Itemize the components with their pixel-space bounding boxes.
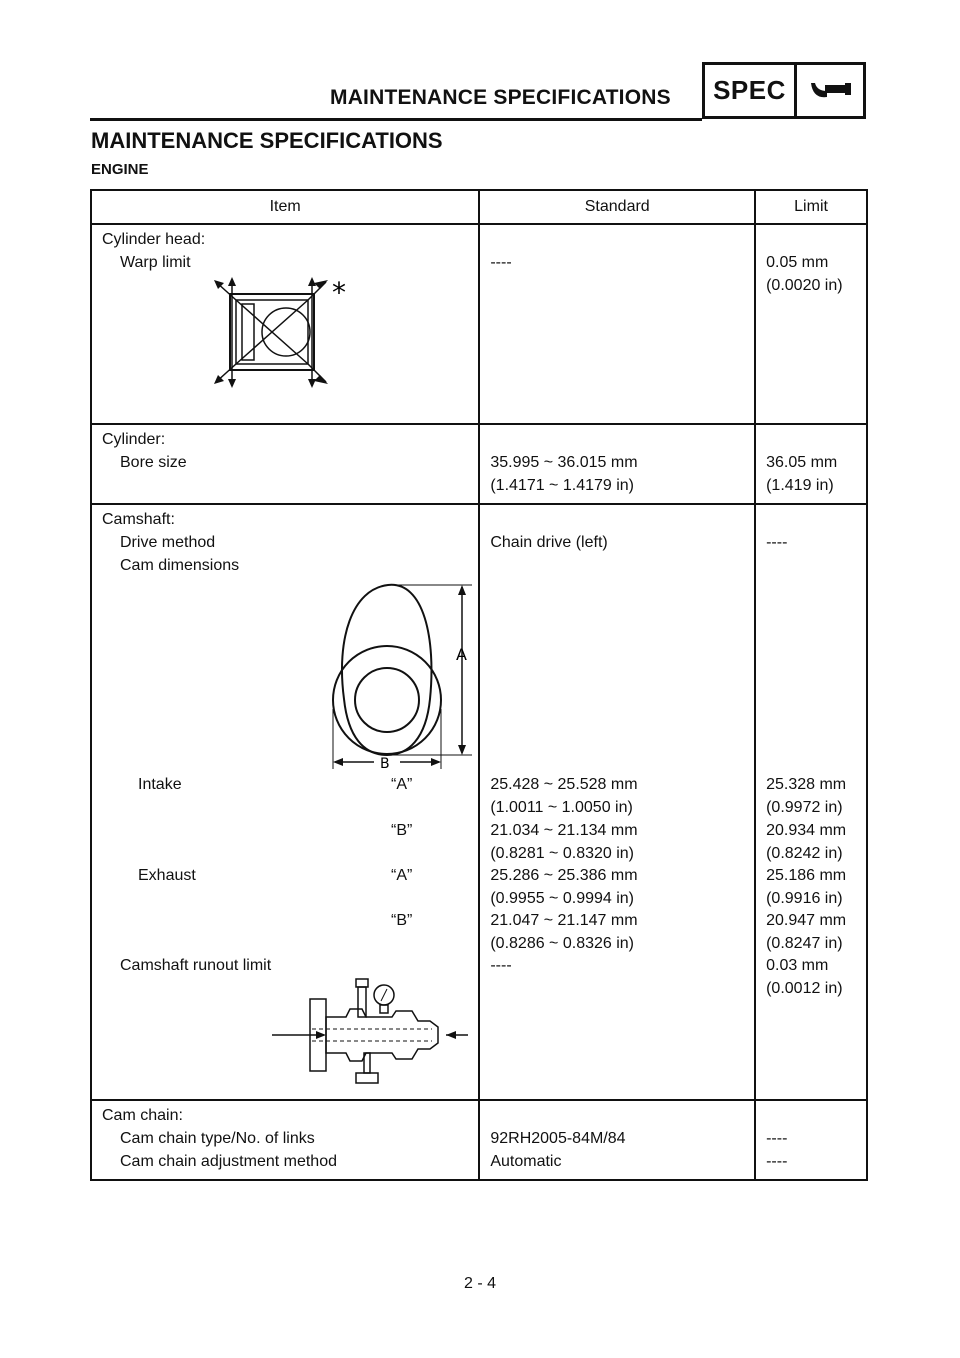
item-cell bbox=[91, 424, 479, 504]
standard-value-inch: (0.8281 ~ 0.8320 in) bbox=[490, 845, 635, 862]
limit-value: 0.03 mm bbox=[766, 957, 829, 974]
column-header-limit: Limit bbox=[755, 190, 867, 224]
limit-value-inch: (0.0012 in) bbox=[766, 980, 843, 997]
group-label: Camshaft: bbox=[102, 511, 175, 528]
limit-value-inch: (0.9972 in) bbox=[766, 799, 843, 816]
column-header-item: Item bbox=[91, 190, 479, 224]
item-label: Intake bbox=[138, 776, 182, 793]
figure-mark: * bbox=[332, 276, 346, 309]
standard-value: ---- bbox=[490, 957, 512, 974]
running-title: MAINTENANCE SPECIFICATIONS bbox=[330, 86, 671, 109]
item-label: Drive method bbox=[120, 534, 216, 551]
limit-value: 25.186 mm bbox=[766, 867, 847, 884]
wrench-icon bbox=[797, 65, 863, 116]
cam-dimensions-figure bbox=[102, 577, 468, 773]
section-title: ENGINE bbox=[91, 161, 149, 178]
item-cell bbox=[91, 224, 479, 424]
sub-item-row bbox=[102, 864, 468, 909]
dimension-ref: “B” bbox=[391, 912, 413, 929]
standard-value: 21.034 ~ 21.134 mm bbox=[490, 822, 638, 839]
standard-value: 35.995 ~ 36.015 mm bbox=[490, 454, 638, 471]
item-label: Cam dimensions bbox=[120, 557, 240, 574]
limit-value-inch: (0.0020 in) bbox=[766, 277, 843, 294]
limit-cell bbox=[755, 1100, 867, 1180]
limit-value: 0.05 mm bbox=[766, 254, 829, 271]
standard-cell bbox=[479, 1100, 755, 1180]
header-rule bbox=[90, 118, 702, 121]
limit-cell bbox=[755, 504, 867, 1100]
table-row-cylinder bbox=[91, 424, 867, 504]
page-title: MAINTENANCE SPECIFICATIONS bbox=[91, 128, 443, 153]
dimension-ref: “B” bbox=[391, 822, 413, 839]
limit-value-inch: (1.419 in) bbox=[766, 477, 834, 494]
limit-value: 25.328 mm bbox=[766, 776, 847, 793]
limit-value-inch: (0.9916 in) bbox=[766, 890, 843, 907]
spec-table bbox=[90, 189, 868, 1181]
sub-item-row bbox=[102, 819, 468, 864]
item-label: Cam chain adjustment method bbox=[120, 1153, 337, 1170]
limit-value-inch: (0.8242 in) bbox=[766, 845, 843, 862]
dimension-ref: “A” bbox=[391, 776, 413, 793]
column-header-standard: Standard bbox=[479, 190, 755, 224]
standard-value: ---- bbox=[490, 254, 512, 271]
item-label: Warp limit bbox=[120, 254, 191, 271]
standard-value-inch: (1.0011 ~ 1.0050 in) bbox=[490, 799, 633, 816]
limit-value: 20.934 mm bbox=[766, 822, 847, 839]
standard-value: Automatic bbox=[490, 1153, 562, 1170]
runout-figure bbox=[102, 977, 468, 1093]
dimension-label-a: A bbox=[456, 645, 467, 664]
table-row-camshaft bbox=[91, 504, 867, 1100]
limit-value-inch: (0.8247 in) bbox=[766, 935, 843, 952]
limit-cell bbox=[755, 224, 867, 424]
table-row-cylinder-head bbox=[91, 224, 867, 424]
limit-value: ---- bbox=[766, 1130, 788, 1147]
spec-badge-label: SPEC bbox=[705, 65, 797, 116]
item-label: Camshaft runout limit bbox=[120, 957, 272, 974]
standard-value: Chain drive (left) bbox=[490, 534, 608, 551]
item-cell bbox=[91, 504, 479, 1100]
group-label: Cylinder: bbox=[102, 431, 166, 448]
group-label: Cylinder head: bbox=[102, 231, 206, 248]
page-number: 2 - 4 bbox=[463, 1275, 496, 1292]
dimension-label-b: B bbox=[380, 756, 390, 769]
standard-value: 25.428 ~ 25.528 mm bbox=[490, 776, 638, 793]
standard-value: 25.286 ~ 25.386 mm bbox=[490, 867, 638, 884]
limit-value: 36.05 mm bbox=[766, 454, 838, 471]
standard-cell bbox=[479, 504, 755, 1100]
table-row-cam-chain bbox=[91, 1100, 867, 1180]
sub-item-row bbox=[102, 773, 468, 819]
standard-cell bbox=[479, 224, 755, 424]
group-label: Cam chain: bbox=[102, 1107, 183, 1124]
standard-value: 21.047 ~ 21.147 mm bbox=[490, 912, 638, 929]
table-header-row bbox=[91, 190, 867, 224]
item-label: Bore size bbox=[120, 454, 187, 471]
standard-value: 92RH2005-84M/84 bbox=[490, 1130, 626, 1147]
item-cell bbox=[91, 1100, 479, 1180]
limit-value: 20.947 mm bbox=[766, 912, 847, 929]
limit-value: ---- bbox=[766, 1153, 788, 1170]
sub-item-row bbox=[102, 909, 468, 954]
standard-cell bbox=[479, 424, 755, 504]
item-label: Cam chain type/No. of links bbox=[120, 1130, 315, 1147]
section-badge bbox=[702, 62, 866, 119]
dimension-ref: “A” bbox=[391, 867, 413, 884]
item-label: Exhaust bbox=[138, 867, 196, 884]
standard-value-inch: (0.9955 ~ 0.9994 in) bbox=[490, 890, 635, 907]
limit-value: ---- bbox=[766, 534, 788, 551]
standard-value-inch: (0.8286 ~ 0.8326 in) bbox=[490, 935, 635, 952]
warp-figure bbox=[102, 274, 468, 402]
limit-cell bbox=[755, 424, 867, 504]
standard-value-inch: (1.4171 ~ 1.4179 in) bbox=[490, 477, 635, 494]
